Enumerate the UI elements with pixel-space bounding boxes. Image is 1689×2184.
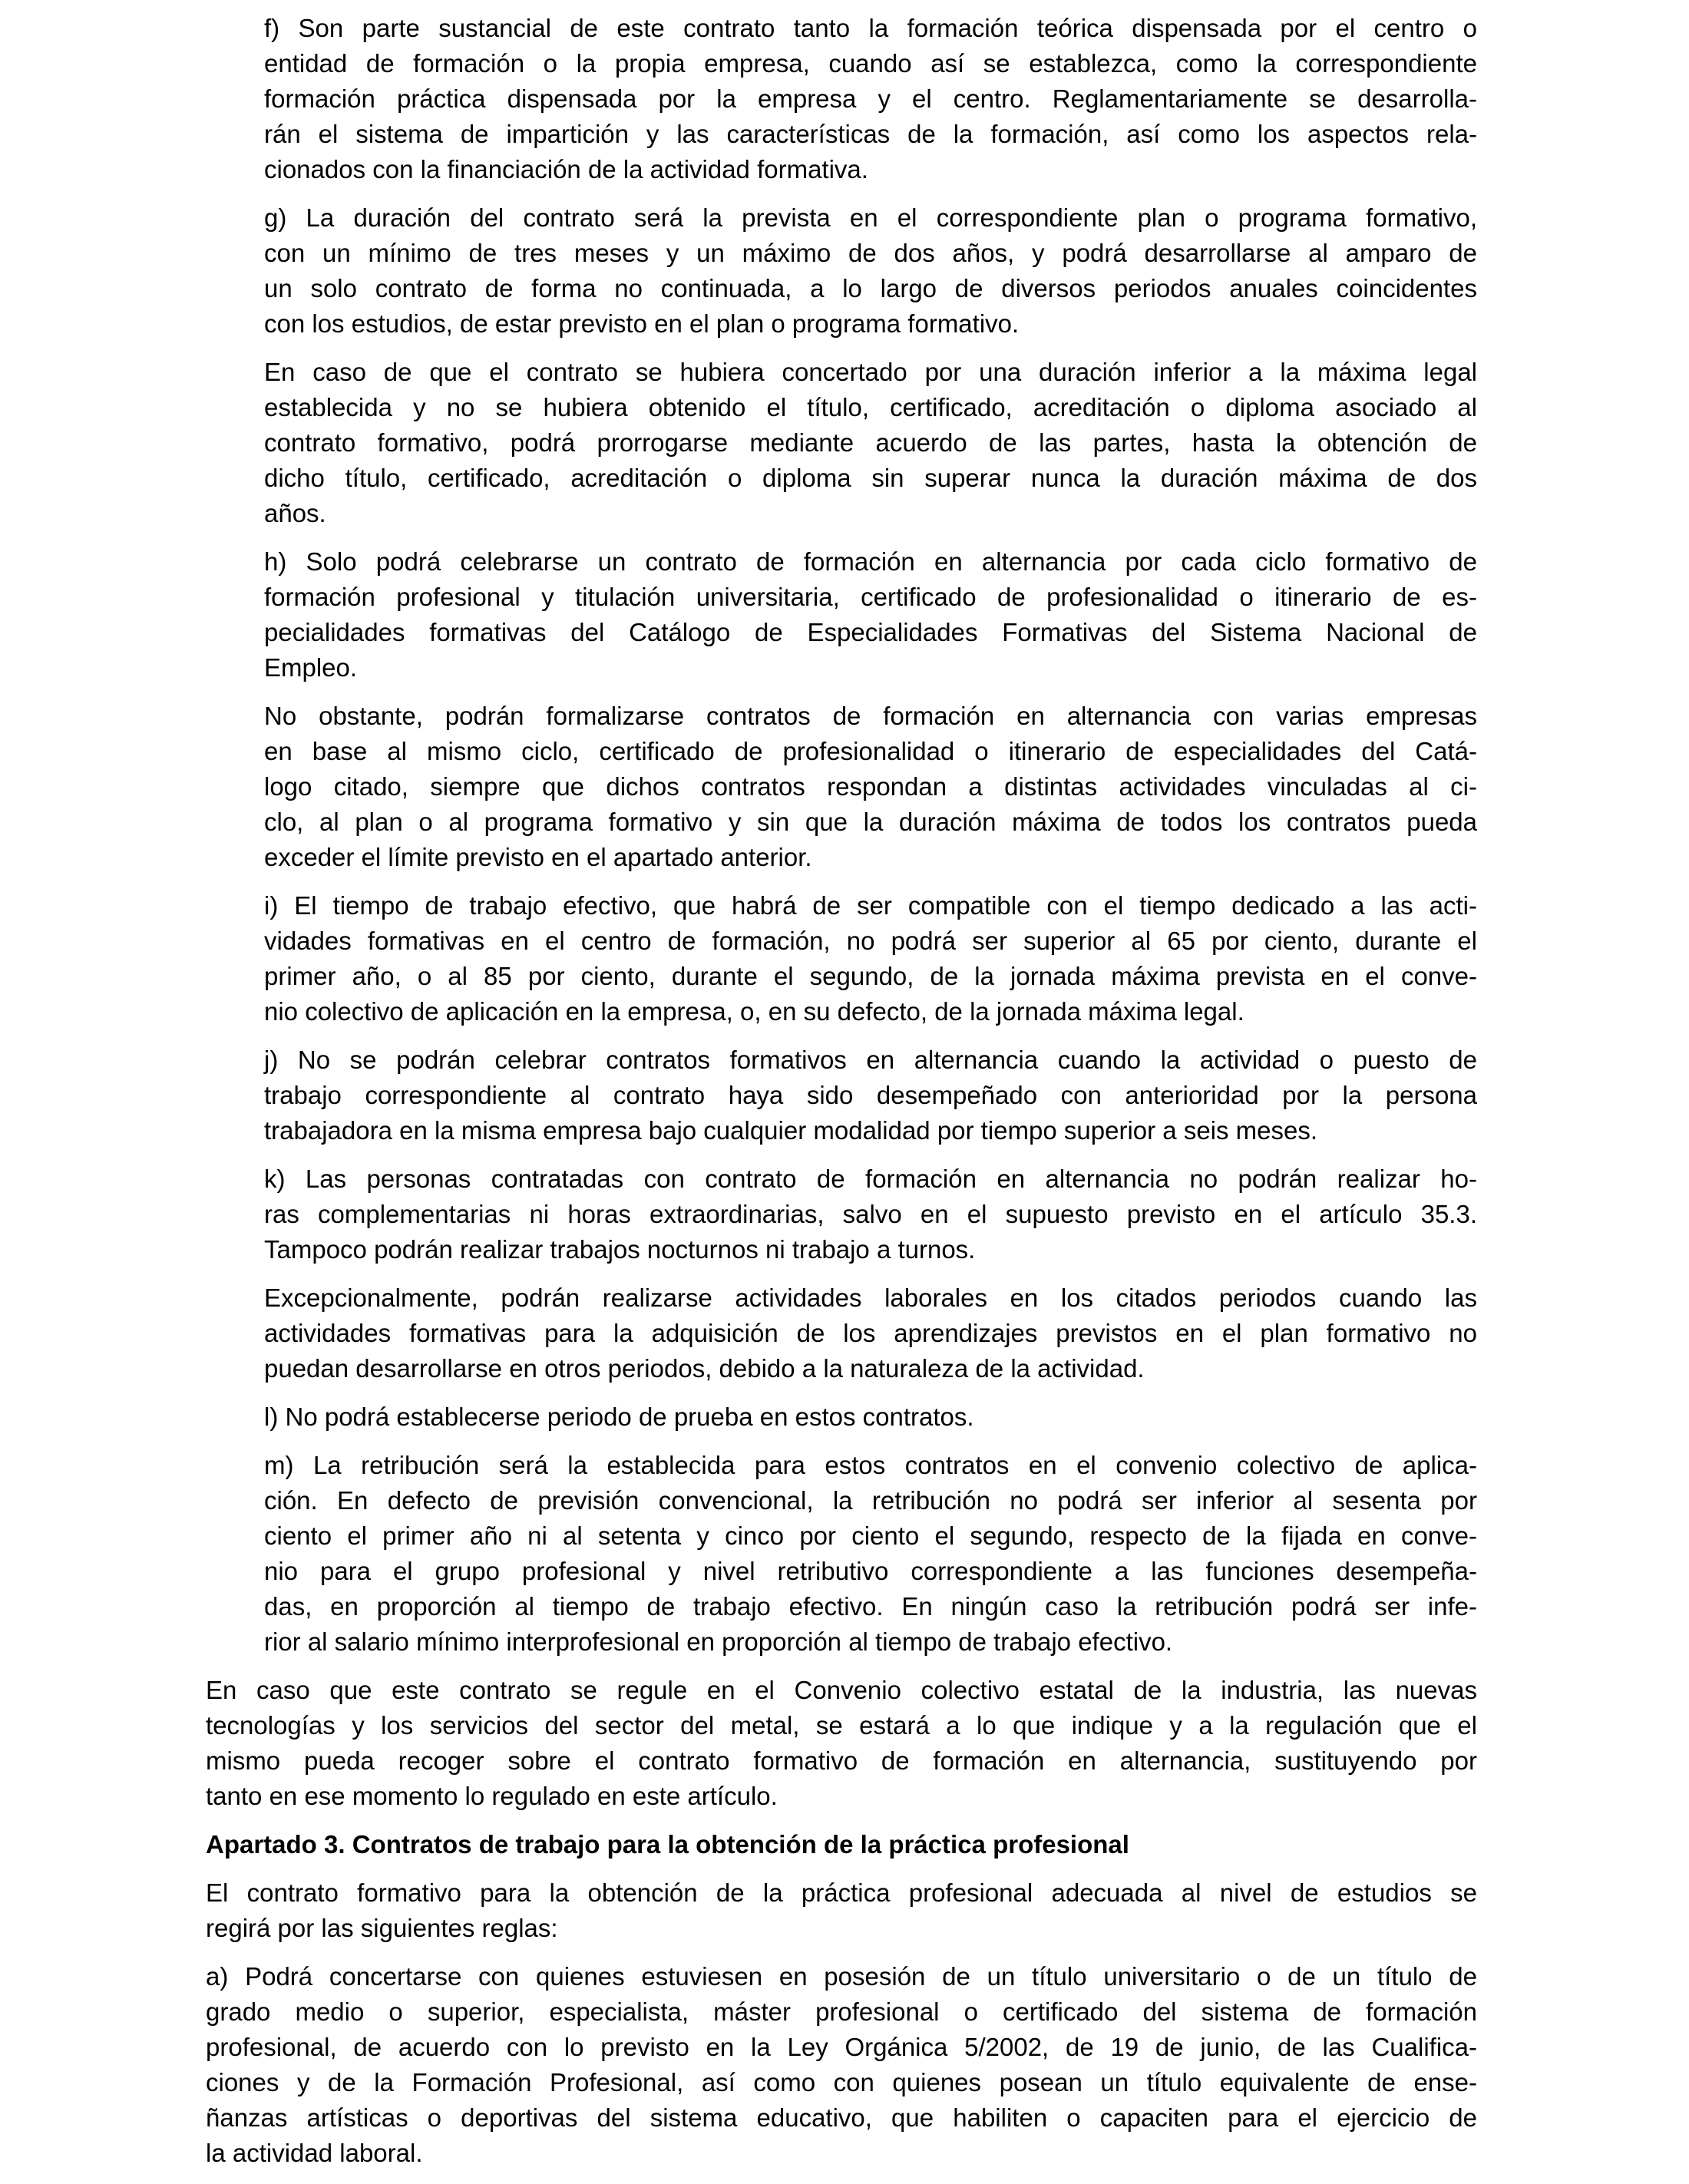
text-line: trabajadora en la misma empresa bajo cualquier modalidad por tiempo superior a seis meses.	[264, 1116, 1318, 1145]
text-line: nio colectivo de aplicación en la empresa, o, en su defecto, de la jornada máxima legal.	[264, 997, 1244, 1026]
text-line: En caso de que el contrato se hubiera concertado por una duración inferior a la máxima legal	[264, 358, 1477, 386]
text-line: rán el sistema de impartición y las características de la formación, así como los aspectos rela-	[264, 120, 1477, 148]
text-line: das, en proporción al tiempo de trabajo efectivo. En ningún caso la retribución podrá ser infe-	[264, 1592, 1477, 1621]
text-line: m) La retribución será la establecida para estos contratos en el convenio colectivo de aplica-	[264, 1451, 1477, 1479]
item-a	[206, 1959, 1477, 2171]
text-line: ñanzas artísticas o deportivas del sistema educativo, que habiliten o capaciten para el ejercicio de	[206, 2103, 1477, 2132]
text-line: primer año, o al 85 por ciento, durante el segundo, de la jornada máxima prevista en el conve-	[264, 962, 1477, 990]
text-line: puedan desarrollarse en otros periodos, debido a la naturaleza de la actividad.	[264, 1354, 1145, 1383]
text-line: a) Podrá concertarse con quienes estuviesen en posesión de un título universitario o de un título de	[206, 1962, 1477, 1991]
text-line: logo citado, siempre que dichos contratos respondan a distintas actividades vinculadas al ci-	[264, 772, 1477, 801]
text-line: k) Las personas contratadas con contrato de formación en alternancia no podrán realizar ho-	[264, 1165, 1477, 1193]
text-line: la actividad laboral.	[206, 2139, 423, 2167]
text-line: un solo contrato de forma no continuada, a lo largo de diversos periodos anuales coincidentes	[264, 274, 1477, 302]
text-line: mismo pueda recoger sobre el contrato formativo de formación en alternancia, sustituyendo por	[206, 1746, 1477, 1775]
text-line: profesional, de acuerdo con lo previsto en la Ley Orgánica 5/2002, de 19 de junio, de las Cualifica-	[206, 2033, 1477, 2061]
item-i	[264, 888, 1477, 1029]
item-l	[264, 1399, 1477, 1435]
item-j	[264, 1042, 1477, 1148]
text-line: l) No podrá establecerse periodo de prueba en estos contratos.	[264, 1403, 974, 1431]
item-g-continuation	[264, 355, 1477, 531]
item-k-continuation	[264, 1280, 1477, 1386]
item-m	[264, 1448, 1477, 1660]
text-line: regirá por las siguientes reglas:	[206, 1914, 558, 1942]
text-line: tecnologías y los servicios del sector del metal, se estará a lo que indique y a la regulación que el	[206, 1711, 1477, 1740]
item-f	[264, 11, 1477, 187]
text-line: cionados con la financiación de la actividad formativa.	[264, 155, 868, 183]
text-line: Excepcionalmente, podrán realizarse actividades laborales en los citados periodos cuando las	[264, 1284, 1477, 1312]
text-line: grado medio o superior, especialista, máster profesional o certificado del sistema de formación	[206, 1997, 1477, 2026]
text-line: formación práctica dispensada por la empresa y el centro. Reglamentariamente se desarrolla-	[264, 84, 1477, 113]
text-line: ción. En defecto de previsión convencional, la retribución no podrá ser inferior al sesenta por	[264, 1486, 1477, 1515]
text-line: j) No se podrán celebrar contratos formativos en alternancia cuando la actividad o puesto de	[264, 1046, 1477, 1074]
text-line: g) La duración del contrato será la prevista en el correspondiente plan o programa formativo,	[264, 203, 1477, 232]
text-line: i) El tiempo de trabajo efectivo, que habrá de ser compatible con el tiempo dedicado a las acti-	[264, 891, 1477, 920]
item-k	[264, 1161, 1477, 1267]
text-line: establecida y no se hubiera obtenido el título, certificado, acreditación o diploma asociado al	[264, 393, 1477, 421]
text-line: en base al mismo ciclo, certificado de profesionalidad o itinerario de especialidades del Catá-	[264, 737, 1477, 765]
text-line: ciones y de la Formación Profesional, así como con quienes posean un título equivalente de ense-	[206, 2068, 1477, 2096]
text-line: formación profesional y titulación universitaria, certificado de profesionalidad o itinerario de es-	[264, 583, 1477, 611]
item-g	[264, 200, 1477, 342]
text-line: En caso que este contrato se regule en el Convenio colectivo estatal de la industria, las nuevas	[206, 1676, 1477, 1704]
text-line: nio para el grupo profesional y nivel retributivo correspondiente a las funciones desempeña-	[264, 1557, 1477, 1585]
text-line: clo, al plan o al programa formativo y sin que la duración máxima de todos los contratos pueda	[264, 808, 1477, 836]
text-line: exceder el límite previsto en el apartado anterior.	[264, 843, 812, 871]
text-line: entidad de formación o la propia empresa, cuando así se establezca, como la correspondiente	[264, 49, 1477, 78]
text-line: trabajo correspondiente al contrato haya sido desempeñado con anterioridad por la persona	[264, 1081, 1477, 1109]
heading-line: Apartado 3. Contratos de trabajo para la obtención de la práctica profesional	[206, 1830, 1129, 1859]
text-line: f) Son parte sustancial de este contrato tanto la formación teórica dispensada por el centro o	[264, 14, 1477, 42]
text-line: actividades formativas para la adquisición de los aprendizajes previstos en el plan formativo no	[264, 1319, 1477, 1347]
text-line: El contrato formativo para la obtención de la práctica profesional adecuada al nivel de estudios se	[206, 1878, 1477, 1907]
text-line: Empleo.	[264, 653, 358, 682]
section-heading-apartado-3	[206, 1827, 1477, 1862]
text-line: años.	[264, 499, 326, 527]
text-line: pecialidades formativas del Catálogo de Especialidades Formativas del Sistema Nacional de	[264, 618, 1477, 646]
text-line: tanto en ese momento lo regulado en este artículo.	[206, 1782, 778, 1810]
text-line: con un mínimo de tres meses y un máximo de dos años, y podrá desarrollarse al amparo de	[264, 239, 1477, 267]
text-line: con los estudios, de estar previsto en el plan o programa formativo.	[264, 309, 1020, 338]
text-line: ras complementarias ni horas extraordinarias, salvo en el supuesto previsto en el artículo 35.3.	[264, 1200, 1477, 1228]
item-h	[264, 544, 1477, 686]
text-line: dicho título, certificado, acreditación o diploma sin superar nunca la duración máxima de dos	[264, 464, 1477, 492]
text-line: ciento el primer año ni al setenta y cinco por ciento el segundo, respecto de la fijada en conve-	[264, 1522, 1477, 1550]
closing-paragraph-metal-convention	[206, 1673, 1477, 1814]
text-line: rior al salario mínimo interprofesional en proporción al tiempo de trabajo efectivo.	[264, 1627, 1173, 1656]
text-line: Tampoco podrán realizar trabajos nocturnos ni trabajo a turnos.	[264, 1235, 976, 1264]
text-line: h) Solo podrá celebrarse un contrato de formación en alternancia por cada ciclo formativo de	[264, 547, 1477, 576]
text-column	[206, 11, 1477, 2184]
item-h-continuation	[264, 699, 1477, 875]
text-line: vidades formativas en el centro de formación, no podrá ser superior al 65 por ciento, durante el	[264, 927, 1477, 955]
text-line: No obstante, podrán formalizarse contratos de formación en alternancia con varias empresas	[264, 702, 1477, 730]
intro-paragraph-practica-profesional	[206, 1875, 1477, 1946]
text-line: contrato formativo, podrá prorrogarse mediante acuerdo de las partes, hasta la obtención de	[264, 428, 1477, 457]
